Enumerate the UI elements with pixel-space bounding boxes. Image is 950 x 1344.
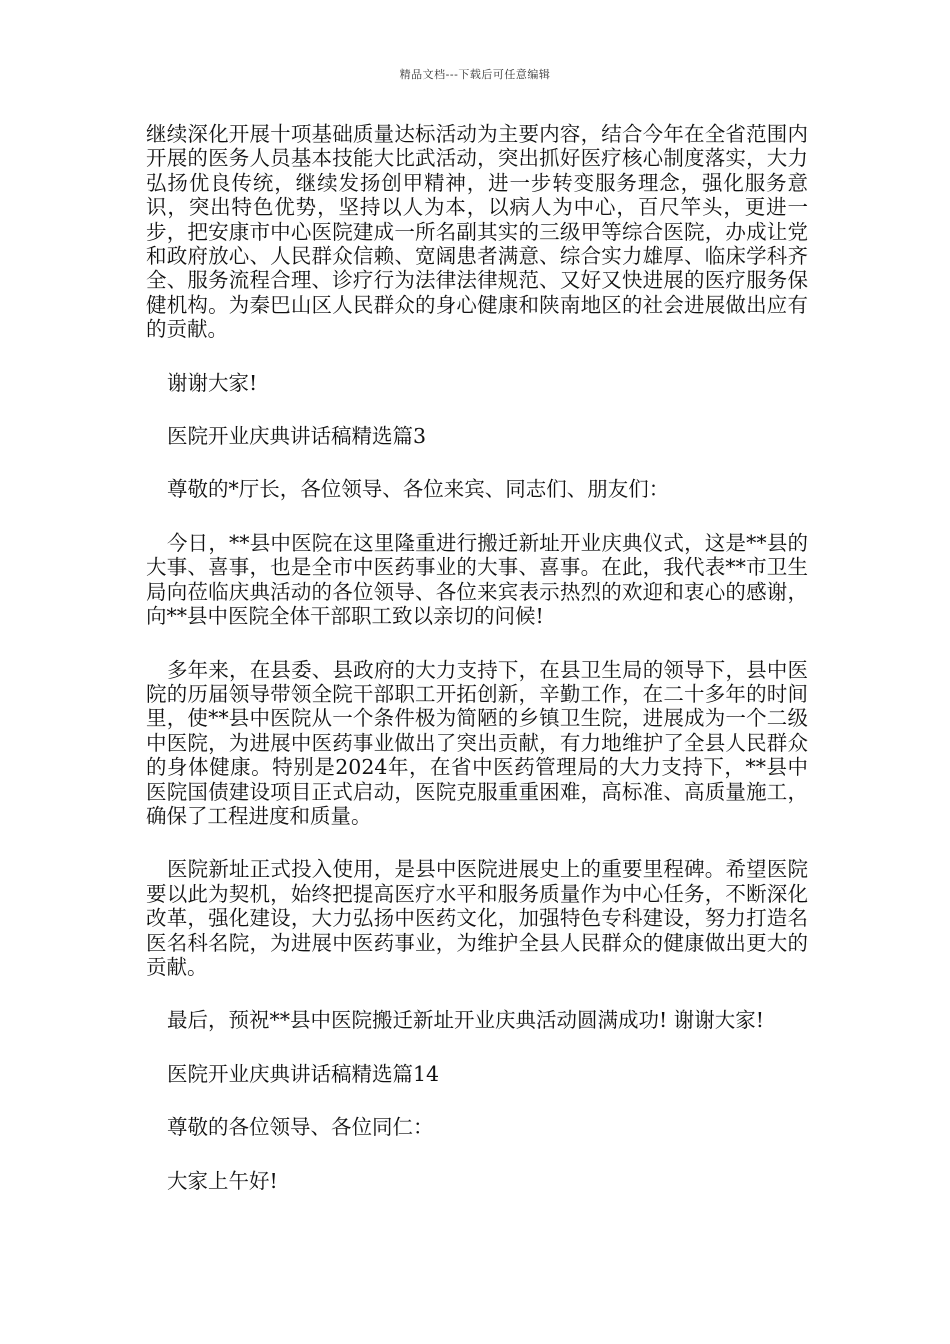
salutation-2: 尊敬的各位领导、各位同仁： bbox=[167, 1115, 434, 1140]
document-body bbox=[146, 122, 808, 1222]
page-header: 精品文档---下载后可任意编辑 bbox=[399, 68, 551, 81]
paragraph-continuation: 继续深化开展十项基础质量达标活动为主要内容，结合今年在全省范围内开展的医务人员基本技能大比武活动，突出抓好医疗核心制度落实，大力弘扬优良传统，继续发扬创甲精神，进一步转变服务理念，强化服务意识，突出特色优势，坚持以人为本，以病人为中心，百尺竿头，更进一步，把安康市中心医院建成一所名副其实的三级甲等综合医院，办成让党和政府放心、人民群众信赖、宽阔患者满意、综合实力雄厚、临床学科齐全、服务流程合理、诊疗行为法律法律规范、又好又快进展的医疗服务保健机构。为秦巴山区人民群众的身心健康和陕南地区的社会进展做出应有的贡献。 bbox=[146, 122, 808, 342]
section-heading-14: 医院开业庆典讲话稿精选篇14 bbox=[167, 1061, 440, 1086]
salutation: 尊敬的*厅长，各位领导、各位来宾、同志们、朋友们： bbox=[167, 477, 670, 502]
paragraph-thanks: 谢谢大家! bbox=[167, 370, 258, 395]
section-heading-3: 医院开业庆典讲话稿精选篇3 bbox=[167, 424, 427, 449]
greeting: 大家上午好! bbox=[167, 1168, 278, 1193]
paragraph-today: 今日，**县中医院在这里隆重进行搬迁新址开业庆典仪式，这是**县的大事、喜事，也是全市中医药事业的大事、喜事。在此，我代表**市卫生局向莅临庆典活动的各位领导、各位来宾表示热烈的欢迎和衷心的感谢，向**县中医院全体干部职工致以亲切的问候! bbox=[146, 530, 808, 629]
paragraph-closing: 最后，预祝**县中医院搬迁新址开业庆典活动圆满成功! 谢谢大家! bbox=[167, 1008, 764, 1033]
paragraph-milestone: 医院新址正式投入使用，是县中医院进展史上的重要里程碑。希望医院要以此为契机，始终把提高医疗水平和服务质量作为中心任务，不断深化改革，强化建设，大力弘扬中医药文化，加强特色专科建设，努力打造名医名科名院，为进展中医药事业，为维护全县人民群众的健康做出更大的贡献。 bbox=[146, 857, 808, 979]
paragraph-history: 多年来，在县委、县政府的大力支持下，在县卫生局的领导下，县中医院的历届领导带领全院干部职工开拓创新，辛勤工作，在二十多年的时间里，使**县中医院从一个条件极为简陋的乡镇卫生院，进展成为一个二级中医院，为进展中医药事业做出了突出贡献，有力地维护了全县人民群众的身体健康。特别是2024年，在省中医药管理局的大力支持下，**县中医院国债建设项目正式启动，医院克服重重困难，高标准、高质量施工，确保了工程进度和质量。 bbox=[146, 657, 808, 828]
